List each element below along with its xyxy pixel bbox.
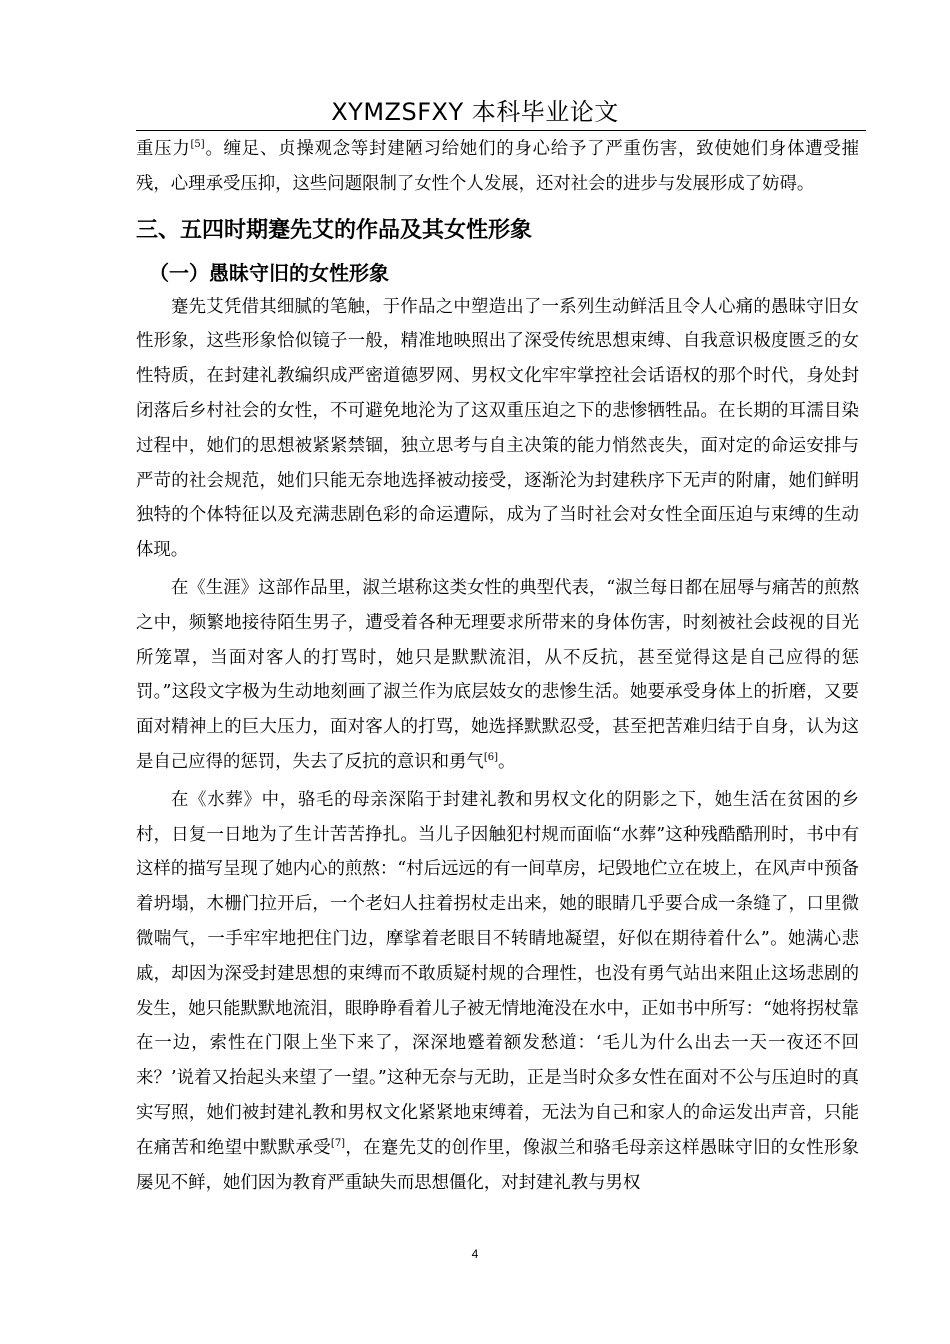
section-heading: 三、五四时期蹇先艾的作品及其女性形象 (136, 217, 533, 243)
body-paragraph (136, 783, 859, 1201)
paragraph-text: 。 (498, 751, 516, 772)
citation-ref: [5] (190, 139, 205, 150)
paragraph-text: 重压力 (136, 139, 191, 159)
citation-ref: [6] (483, 751, 498, 763)
paragraph-text: 。缠足、贞操观念等封建陋习给她们的身心给予了严重伤害，致使她们身体遭受摧残，心理承受压抑，这些问题限制了女性个人发展，还对社会的进步与发展形成了妨碍。 (136, 139, 859, 194)
subsection-heading: （一）愚昧守旧的女性形象 (149, 260, 389, 285)
body-paragraph (136, 571, 859, 780)
header-rule (136, 130, 866, 131)
page-number: 4 (471, 1247, 479, 1261)
paragraph-text: 在《水葬》中，骆毛的母亲深陷于封建礼教和男权文化的阴影之下，她生活在贫困的乡村，日复一日地为了生计苦苦挣扎。当儿子因触犯村规而面临“水葬”这种残酷酷刑时，书中有这样的描写呈现了她内心的煎熬：“村后远远的有一间草房，圮毁地伫立在坡上，在风声中预备着坍塌，木栅门拉开后，一个老妇人拄着拐杖走出来，她的眼睛几乎要合成一条缝了，口里微微喘气，一手牢牢地把住门边，摩挲着老眼目不转睛地凝望，好似在期待着什么”。她满心悲戚，却因为深受封建思想的束缚而不敢质疑村规的合理性，也没有勇气站出来阻止这场悲剧的发生，她只能默默地流泪，眼睁睁看着儿子被无情地淹没在水中，正如书中所写：“她将拐杖靠在一边，索性在门限上坐下来了，深深地蹙着额发愁道：‘毛儿为什么出去一天一夜还不回来？’说着又抬起头来望了一望。”这种无奈与无助，正是当时众多女性在面对不公与压迫时的真实写照，她们被封建礼教和男权文化紧紧地束缚着，无法为自己和家人的命运发出声音，只能在痛苦和绝望中默默承受 (136, 789, 859, 1158)
body-paragraph (136, 290, 859, 568)
page-body (136, 132, 859, 1200)
running-header-title: XYMZSFXY 本科毕业论文 (331, 98, 619, 126)
paragraph-text: 蹇先艾凭借其细腻的笔触，于作品之中塑造出了一系列生动鲜活且令人心痛的愚昧守旧女性形象，这些形象恰似镜子一般，精准地映照出了深受传统思想束缚、自我意识极度匮乏的女性特质，在封建礼教编织成严密道德罗网、男权文化牢牢掌控社会话语权的那个时代，身处封闭落后乡村社会的女性，不可避免地沦为了这双重压迫之下的悲惨牺牲品。在长期的耳濡目染过程中，她们的思想被紧紧禁锢，独立思考与自主决策的能力悄然丧失，面对定的命运安排与严苛的社会规范，她们只能无奈地选择被动接受，逐渐沦为封建秩序下无声的附庸，她们鲜明独特的个体特征以及充满悲剧色彩的命运遭际，成为了当时社会对女性全面压迫与束缚的生动体现。 (136, 296, 859, 561)
citation-ref: [7] (330, 1137, 346, 1149)
paragraph-text: 在《生涯》这部作品里，淑兰堪称这类女性的典型代表，“淑兰每日都在屈辱与痛苦的煎熬之中，频繁地接待陌生男子，遭受着各种无理要求所带来的身体伤害，时刻被社会歧视的目光所笼罩，当面对客人的打骂时，她只是默默流泪，从不反抗，甚至觉得这是自己应得的惩罚。”这段文字极为生动地刻画了淑兰作为底层妓女的悲惨生活。她要承受身体上的折磨，又要面对精神上的巨大压力，面对客人的打骂，她选择默默忍受，甚至把苦难归结于自身，认为这是自己应得的惩罚，失去了反抗的意识和勇气 (136, 577, 859, 772)
continued-paragraph (136, 132, 859, 202)
paragraph-text: ，在蹇先艾的创作里，像淑兰和骆毛母亲这样愚昧守旧的女性形象屡见不鲜，她们因为教育严重缺失而思想僵化，对封建礼教与男权 (136, 1137, 859, 1193)
